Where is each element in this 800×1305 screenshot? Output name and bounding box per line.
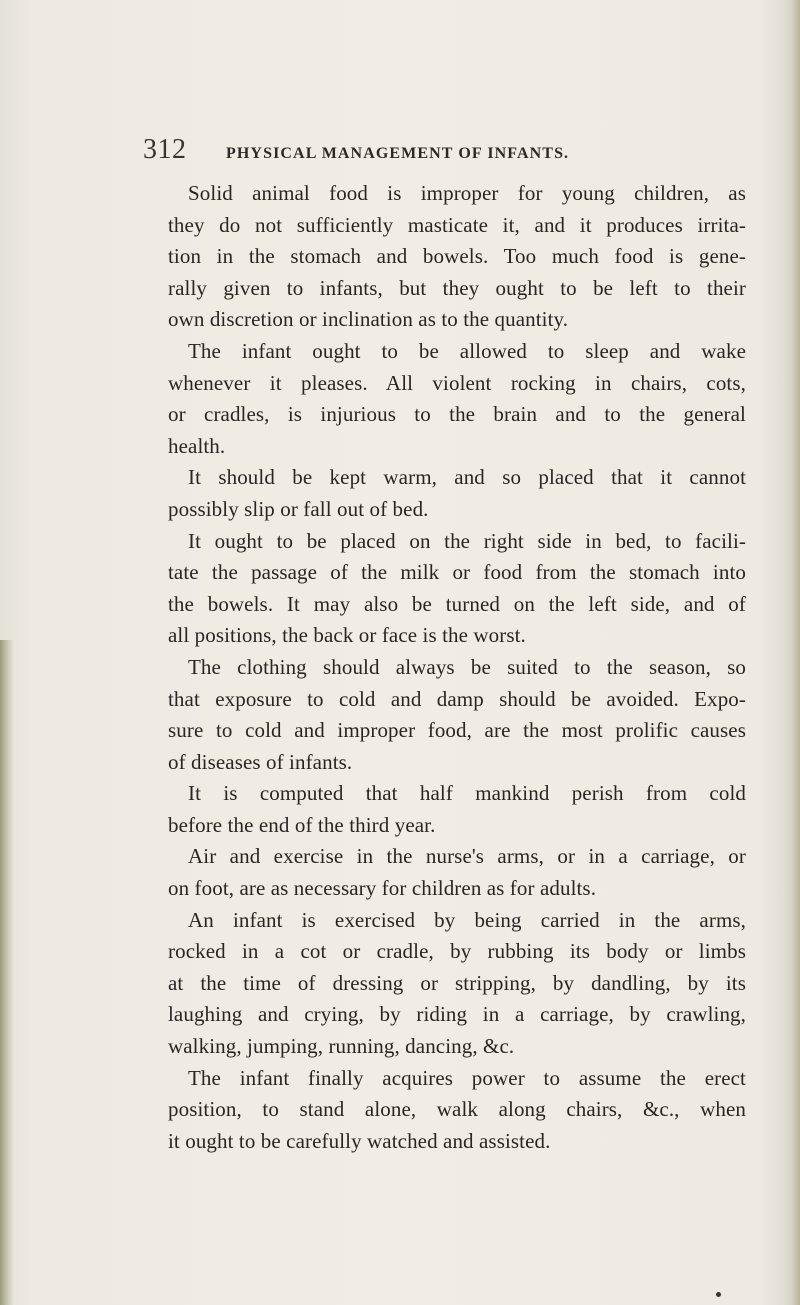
text-line: rally given to infants, but they ought to be left to their bbox=[168, 275, 746, 300]
text-line: possibly slip or fall out of bed. bbox=[168, 496, 429, 521]
text-line: walking, jumping, running, dancing, &c. bbox=[168, 1034, 515, 1059]
text-line: at the time of dressing or stripping, by dandling, by its bbox=[168, 970, 746, 995]
text-line: The clothing should always be suited to the season, so bbox=[188, 654, 746, 679]
page-mark bbox=[716, 1292, 721, 1297]
page-header bbox=[143, 134, 673, 174]
text-line: it ought to be carefully watched and assisted. bbox=[168, 1128, 551, 1153]
text-line: It is computed that half mankind perish from cold bbox=[188, 781, 746, 806]
text-line: tate the passage of the milk or food from the stomach into bbox=[168, 560, 746, 585]
page-edge bbox=[784, 0, 800, 1305]
text-line: own discretion or inclination as to the quantity. bbox=[168, 307, 569, 332]
text-line: tion in the stomach and bowels. Too much food is gene- bbox=[168, 244, 746, 269]
text-line: The infant finally acquires power to assume the erect bbox=[188, 1065, 746, 1090]
running-title: PHYSICAL MANAGEMENT OF INFANTS. bbox=[226, 145, 570, 162]
text-line: rocked in a cot or cradle, by rubbing its body or limbs bbox=[168, 939, 746, 964]
text-line: The infant ought to be allowed to sleep and wake bbox=[188, 338, 746, 363]
text-line: laughing and crying, by riding in a carriage, by crawling, bbox=[168, 1002, 746, 1027]
text-line: all positions, the back or face is the worst. bbox=[168, 623, 526, 648]
text-line: It should be kept warm, and so placed that it cannot bbox=[188, 465, 746, 490]
text-line: It ought to be placed on the right side in bed, to facili- bbox=[188, 528, 746, 553]
text-line: whenever it pleases. All violent rocking in chairs, cots, bbox=[168, 370, 746, 395]
text-line: they do not sufficiently masticate it, and it produces irrita- bbox=[168, 212, 746, 237]
text-line: on foot, are as necessary for children as for adults. bbox=[168, 876, 597, 901]
body-text bbox=[168, 178, 746, 1157]
binding-shadow bbox=[0, 640, 14, 1305]
text-line: health. bbox=[168, 433, 226, 458]
text-line: the bowels. It may also be turned on the left side, and of bbox=[168, 591, 746, 616]
text-line: of diseases of infants. bbox=[168, 749, 353, 774]
text-line: or cradles, is injurious to the brain and to the general bbox=[168, 402, 746, 427]
text-line: Air and exercise in the nurse's arms, or in a carriage, or bbox=[188, 844, 746, 869]
text-line: Solid animal food is improper for young children, as bbox=[188, 181, 746, 205]
text-line: position, to stand alone, walk along chairs, &c., when bbox=[168, 1097, 746, 1122]
text-line: that exposure to cold and damp should be avoided. Expo- bbox=[168, 686, 746, 711]
text-line: before the end of the third year. bbox=[168, 812, 436, 837]
text-line: An infant is exercised by being carried in the arms, bbox=[188, 907, 746, 932]
page-number: 312 bbox=[143, 134, 187, 165]
text-line: sure to cold and improper food, are the most prolific causes bbox=[168, 718, 746, 743]
